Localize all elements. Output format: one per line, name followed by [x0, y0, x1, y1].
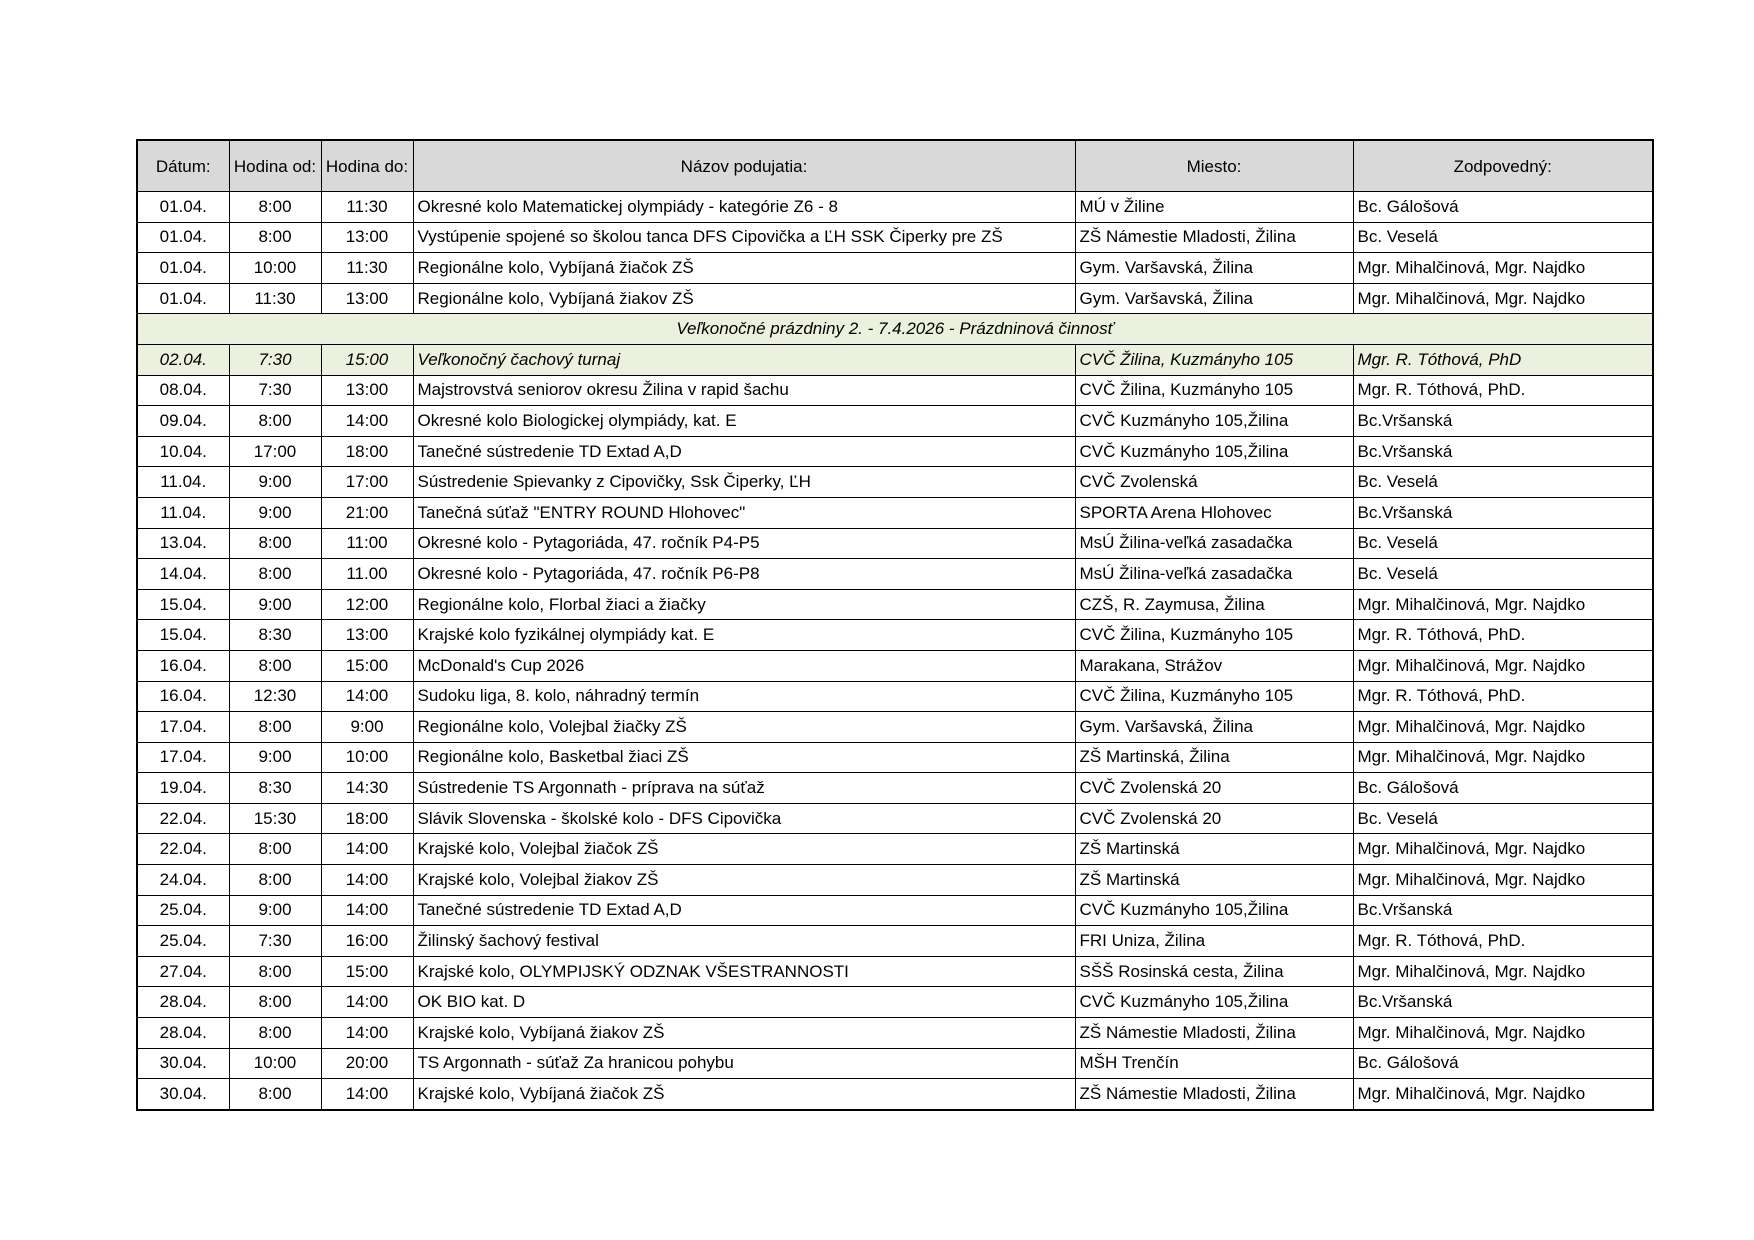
- cell-from: 11:30: [229, 283, 321, 314]
- cell-name: Tanečné sústredenie TD Extad A,D: [413, 436, 1075, 467]
- cell-from: 15:30: [229, 803, 321, 834]
- cell-from: 7:30: [229, 375, 321, 406]
- cell-name: Vystúpenie spojené so školou tanca DFS Cipovička a ĽH SSK Čiperky pre ZŠ: [413, 222, 1075, 253]
- table-row: [137, 620, 1653, 651]
- holiday-note-row: [137, 314, 1653, 345]
- table-row: [137, 436, 1653, 467]
- cell-to: 9:00: [321, 712, 413, 743]
- table-row: [137, 834, 1653, 865]
- cell-date: 11.04.: [137, 497, 229, 528]
- cell-to: 11:30: [321, 253, 413, 284]
- cell-name: Krajské kolo, Volejbal žiakov ZŠ: [413, 865, 1075, 896]
- table-row: [137, 253, 1653, 284]
- cell-from: 9:00: [229, 497, 321, 528]
- cell-to: 14:00: [321, 865, 413, 896]
- cell-from: 8:00: [229, 559, 321, 590]
- cell-to: 21:00: [321, 497, 413, 528]
- cell-date: 27.04.: [137, 956, 229, 987]
- cell-from: 9:00: [229, 895, 321, 926]
- cell-date: 25.04.: [137, 895, 229, 926]
- cell-name: Regionálne kolo, Florbal žiaci a žiačky: [413, 589, 1075, 620]
- cell-name: Krajské kolo, Volejbal žiačok ZŠ: [413, 834, 1075, 865]
- cell-place: ZŠ Martinská: [1075, 865, 1353, 896]
- cell-from: 9:00: [229, 742, 321, 773]
- header-place: Miesto:: [1075, 140, 1353, 192]
- cell-to: 13:00: [321, 283, 413, 314]
- cell-name: Okresné kolo Matematickej olympiády - kategórie Z6 - 8: [413, 192, 1075, 223]
- cell-place: SPORTA Arena Hlohovec: [1075, 497, 1353, 528]
- header-name: Názov podujatia:: [413, 140, 1075, 192]
- cell-responsible: Bc. Veselá: [1353, 467, 1653, 498]
- cell-date: 01.04.: [137, 283, 229, 314]
- cell-name: Okresné kolo - Pytagoriáda, 47. ročník P6-P8: [413, 559, 1075, 590]
- cell-date: 16.04.: [137, 650, 229, 681]
- header-date: Dátum:: [137, 140, 229, 192]
- cell-name: Krajské kolo fyzikálnej olympiády kat. E: [413, 620, 1075, 651]
- cell-name: Regionálne kolo, Basketbal žiaci ZŠ: [413, 742, 1075, 773]
- cell-responsible: Bc. Veselá: [1353, 222, 1653, 253]
- cell-date: 22.04.: [137, 803, 229, 834]
- cell-name: Majstrovstvá seniorov okresu Žilina v rapid šachu: [413, 375, 1075, 406]
- cell-date: 08.04.: [137, 375, 229, 406]
- cell-place: CVČ Kuzmányho 105,Žilina: [1075, 436, 1353, 467]
- cell-name: Veľkonočný čachový turnaj: [413, 344, 1075, 375]
- cell-responsible: Mgr. R. Tóthová, PhD.: [1353, 926, 1653, 957]
- cell-from: 8:00: [229, 406, 321, 437]
- cell-responsible: Bc.Vršanská: [1353, 895, 1653, 926]
- cell-from: 8:00: [229, 1018, 321, 1049]
- cell-responsible: Mgr. Mihalčinová, Mgr. Najdko: [1353, 1079, 1653, 1110]
- cell-place: ZŠ Námestie Mladosti, Žilina: [1075, 1079, 1353, 1110]
- cell-responsible: Mgr. R. Tóthová, PhD.: [1353, 375, 1653, 406]
- cell-from: 12:30: [229, 681, 321, 712]
- cell-to: 14:00: [321, 987, 413, 1018]
- cell-date: 15.04.: [137, 620, 229, 651]
- cell-name: Krajské kolo, Vybíjaná žiačok ZŠ: [413, 1079, 1075, 1110]
- cell-place: Gym. Varšavská, Žilina: [1075, 283, 1353, 314]
- header-to: Hodina do:: [321, 140, 413, 192]
- cell-place: CVČ Zvolenská 20: [1075, 773, 1353, 804]
- cell-name: Sústredenie Spievanky z Cipovičky, Ssk Čiperky, ĽH: [413, 467, 1075, 498]
- cell-name: Tanečné sústredenie TD Extad A,D: [413, 895, 1075, 926]
- cell-from: 8:00: [229, 528, 321, 559]
- cell-name: Krajské kolo, OLYMPIJSKÝ ODZNAK VŠESTRANNOSTI: [413, 956, 1075, 987]
- cell-responsible: Mgr. Mihalčinová, Mgr. Najdko: [1353, 650, 1653, 681]
- cell-date: 11.04.: [137, 467, 229, 498]
- table-row: [137, 467, 1653, 498]
- table-row: [137, 1018, 1653, 1049]
- cell-place: ZŠ Námestie Mladosti, Žilina: [1075, 1018, 1353, 1049]
- table-row: [137, 773, 1653, 804]
- cell-responsible: Bc. Veselá: [1353, 528, 1653, 559]
- cell-to: 13:00: [321, 620, 413, 651]
- cell-date: 30.04.: [137, 1079, 229, 1110]
- table-row: [137, 497, 1653, 528]
- cell-date: 17.04.: [137, 712, 229, 743]
- table-row: [137, 803, 1653, 834]
- cell-responsible: Bc.Vršanská: [1353, 436, 1653, 467]
- cell-responsible: Mgr. Mihalčinová, Mgr. Najdko: [1353, 589, 1653, 620]
- table-row: [137, 589, 1653, 620]
- cell-responsible: Bc. Gálošová: [1353, 192, 1653, 223]
- table-row: [137, 192, 1653, 223]
- cell-to: 13:00: [321, 375, 413, 406]
- table-row: [137, 406, 1653, 437]
- cell-place: MŠH Trenčín: [1075, 1048, 1353, 1079]
- cell-responsible: Bc.Vršanská: [1353, 497, 1653, 528]
- header-row: [137, 140, 1653, 192]
- cell-date: 09.04.: [137, 406, 229, 437]
- table-row: [137, 956, 1653, 987]
- cell-date: 01.04.: [137, 222, 229, 253]
- cell-to: 14:00: [321, 1079, 413, 1110]
- cell-place: ZŠ Martinská, Žilina: [1075, 742, 1353, 773]
- cell-name: Žilinský šachový festival: [413, 926, 1075, 957]
- header-responsible: Zodpovedný:: [1353, 140, 1653, 192]
- cell-from: 8:00: [229, 650, 321, 681]
- cell-name: Sústredenie TS Argonnath - príprava na súťaž: [413, 773, 1075, 804]
- cell-name: Tanečná súťaž "ENTRY ROUND Hlohovec": [413, 497, 1075, 528]
- table-row: [137, 926, 1653, 957]
- cell-from: 8:30: [229, 773, 321, 804]
- cell-from: 8:00: [229, 1079, 321, 1110]
- table-row: [137, 895, 1653, 926]
- cell-place: ZŠ Námestie Mladosti, Žilina: [1075, 222, 1353, 253]
- cell-date: 28.04.: [137, 987, 229, 1018]
- cell-from: 9:00: [229, 467, 321, 498]
- holiday-note: Veľkonočné prázdniny 2. - 7.4.2026 - Prázdninová činnosť: [137, 314, 1653, 345]
- cell-place: CVČ Kuzmányho 105,Žilina: [1075, 895, 1353, 926]
- cell-responsible: Bc.Vršanská: [1353, 987, 1653, 1018]
- cell-to: 12:00: [321, 589, 413, 620]
- cell-from: 8:00: [229, 712, 321, 743]
- cell-to: 15:00: [321, 650, 413, 681]
- cell-date: 13.04.: [137, 528, 229, 559]
- cell-responsible: Mgr. Mihalčinová, Mgr. Najdko: [1353, 834, 1653, 865]
- cell-to: 14:00: [321, 681, 413, 712]
- cell-from: 7:30: [229, 344, 321, 375]
- cell-from: 8:00: [229, 956, 321, 987]
- cell-place: CVČ Kuzmányho 105,Žilina: [1075, 406, 1353, 437]
- events-table: [136, 139, 1654, 1111]
- cell-responsible: Mgr. R. Tóthová, PhD.: [1353, 620, 1653, 651]
- cell-to: 14:00: [321, 895, 413, 926]
- table-row: [137, 222, 1653, 253]
- table-body: [137, 192, 1653, 1110]
- cell-to: 11:00: [321, 528, 413, 559]
- cell-from: 8:00: [229, 192, 321, 223]
- cell-place: CVČ Kuzmányho 105,Žilina: [1075, 987, 1353, 1018]
- cell-place: CVČ Žilina, Kuzmányho 105: [1075, 375, 1353, 406]
- cell-place: CVČ Zvolenská: [1075, 467, 1353, 498]
- cell-from: 10:00: [229, 253, 321, 284]
- table-row: [137, 1048, 1653, 1079]
- cell-responsible: Mgr. R. Tóthová, PhD: [1353, 344, 1653, 375]
- cell-place: SŠŠ Rosinská cesta, Žilina: [1075, 956, 1353, 987]
- table-row: [137, 283, 1653, 314]
- cell-from: 8:00: [229, 834, 321, 865]
- cell-place: Gym. Varšavská, Žilina: [1075, 253, 1353, 284]
- cell-name: Okresné kolo Biologickej olympiády, kat. E: [413, 406, 1075, 437]
- header-from: Hodina od:: [229, 140, 321, 192]
- cell-to: 13:00: [321, 222, 413, 253]
- cell-place: MsÚ Žilina-veľká zasadačka: [1075, 559, 1353, 590]
- table-row: [137, 375, 1653, 406]
- cell-name: Regionálne kolo, Vybíjaná žiakov ZŠ: [413, 283, 1075, 314]
- table-row: [137, 528, 1653, 559]
- cell-from: 9:00: [229, 589, 321, 620]
- cell-from: 10:00: [229, 1048, 321, 1079]
- cell-to: 16:00: [321, 926, 413, 957]
- cell-date: 14.04.: [137, 559, 229, 590]
- cell-date: 01.04.: [137, 253, 229, 284]
- cell-responsible: Bc. Veselá: [1353, 803, 1653, 834]
- cell-name: Okresné kolo - Pytagoriáda, 47. ročník P4-P5: [413, 528, 1075, 559]
- cell-date: 25.04.: [137, 926, 229, 957]
- cell-place: CVČ Žilina, Kuzmányho 105: [1075, 681, 1353, 712]
- cell-date: 16.04.: [137, 681, 229, 712]
- cell-to: 11:30: [321, 192, 413, 223]
- cell-place: ZŠ Martinská: [1075, 834, 1353, 865]
- cell-name: OK BIO kat. D: [413, 987, 1075, 1018]
- cell-responsible: Bc.Vršanská: [1353, 406, 1653, 437]
- cell-date: 15.04.: [137, 589, 229, 620]
- cell-place: CVČ Žilina, Kuzmányho 105: [1075, 620, 1353, 651]
- cell-date: 24.04.: [137, 865, 229, 896]
- table-row: [137, 559, 1653, 590]
- cell-to: 14:00: [321, 406, 413, 437]
- cell-date: 02.04.: [137, 344, 229, 375]
- cell-to: 18:00: [321, 436, 413, 467]
- cell-from: 8:00: [229, 987, 321, 1018]
- cell-date: 28.04.: [137, 1018, 229, 1049]
- cell-responsible: Bc. Veselá: [1353, 559, 1653, 590]
- cell-to: 20:00: [321, 1048, 413, 1079]
- cell-to: 18:00: [321, 803, 413, 834]
- cell-place: Marakana, Strážov: [1075, 650, 1353, 681]
- cell-responsible: Mgr. Mihalčinová, Mgr. Najdko: [1353, 712, 1653, 743]
- table-row: [137, 742, 1653, 773]
- cell-name: Krajské kolo, Vybíjaná žiakov ZŠ: [413, 1018, 1075, 1049]
- table-row: [137, 712, 1653, 743]
- cell-responsible: Mgr. Mihalčinová, Mgr. Najdko: [1353, 253, 1653, 284]
- cell-to: 14:00: [321, 834, 413, 865]
- cell-name: Slávik Slovenska - školské kolo - DFS Cipovička: [413, 803, 1075, 834]
- cell-place: CVČ Žilina, Kuzmányho 105: [1075, 344, 1353, 375]
- cell-name: Sudoku liga, 8. kolo, náhradný termín: [413, 681, 1075, 712]
- table-row: [137, 344, 1653, 375]
- cell-responsible: Mgr. R. Tóthová, PhD.: [1353, 681, 1653, 712]
- cell-from: 8:00: [229, 222, 321, 253]
- table-row: [137, 1079, 1653, 1110]
- cell-responsible: Bc. Gálošová: [1353, 773, 1653, 804]
- table-row: [137, 865, 1653, 896]
- cell-place: CZŠ, R. Zaymusa, Žilina: [1075, 589, 1353, 620]
- cell-to: 14:30: [321, 773, 413, 804]
- cell-name: TS Argonnath - súťaž Za hranicou pohybu: [413, 1048, 1075, 1079]
- cell-from: 8:30: [229, 620, 321, 651]
- cell-from: 17:00: [229, 436, 321, 467]
- cell-responsible: Mgr. Mihalčinová, Mgr. Najdko: [1353, 283, 1653, 314]
- cell-from: 7:30: [229, 926, 321, 957]
- table-row: [137, 681, 1653, 712]
- cell-place: Gym. Varšavská, Žilina: [1075, 712, 1353, 743]
- cell-responsible: Mgr. Mihalčinová, Mgr. Najdko: [1353, 865, 1653, 896]
- cell-responsible: Mgr. Mihalčinová, Mgr. Najdko: [1353, 956, 1653, 987]
- cell-from: 8:00: [229, 865, 321, 896]
- cell-date: 30.04.: [137, 1048, 229, 1079]
- cell-name: McDonald's Cup 2026: [413, 650, 1075, 681]
- cell-name: Regionálne kolo, Vybíjaná žiačok ZŠ: [413, 253, 1075, 284]
- cell-to: 15:00: [321, 344, 413, 375]
- cell-date: 17.04.: [137, 742, 229, 773]
- cell-date: 19.04.: [137, 773, 229, 804]
- table-row: [137, 650, 1653, 681]
- cell-date: 10.04.: [137, 436, 229, 467]
- cell-place: MsÚ Žilina-veľká zasadačka: [1075, 528, 1353, 559]
- cell-place: FRI Uniza, Žilina: [1075, 926, 1353, 957]
- cell-date: 01.04.: [137, 192, 229, 223]
- cell-place: CVČ Zvolenská 20: [1075, 803, 1353, 834]
- table-row: [137, 987, 1653, 1018]
- cell-name: Regionálne kolo, Volejbal žiačky ZŠ: [413, 712, 1075, 743]
- cell-responsible: Mgr. Mihalčinová, Mgr. Najdko: [1353, 1018, 1653, 1049]
- cell-responsible: Bc. Gálošová: [1353, 1048, 1653, 1079]
- cell-date: 22.04.: [137, 834, 229, 865]
- cell-to: 14:00: [321, 1018, 413, 1049]
- cell-to: 17:00: [321, 467, 413, 498]
- cell-place: MÚ v Žiline: [1075, 192, 1353, 223]
- cell-responsible: Mgr. Mihalčinová, Mgr. Najdko: [1353, 742, 1653, 773]
- cell-to: 10:00: [321, 742, 413, 773]
- cell-to: 11.00: [321, 559, 413, 590]
- cell-to: 15:00: [321, 956, 413, 987]
